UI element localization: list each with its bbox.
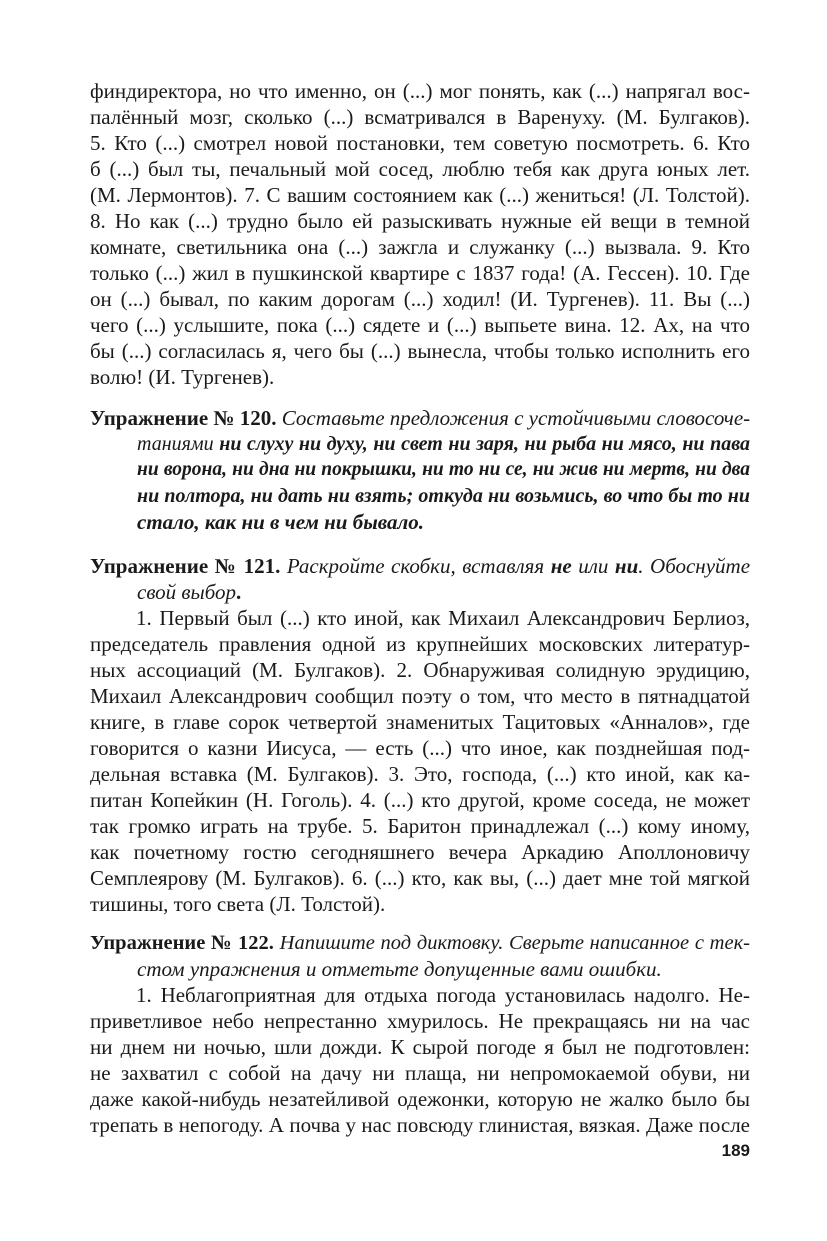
text-line: волю! (И. Тургенев). [90, 365, 275, 389]
text-line: только (...) жил в пушкинской квартире с 1837 года! (А. Гессен). 10. Где [90, 261, 750, 285]
text-line: (М. Лермонтов). 7. С вашим состоянием как (...) жениться! (Л. Толстой). [90, 183, 750, 207]
exercise-120-task-cont: таниями [137, 433, 214, 455]
exercise-120-line [137, 431, 750, 457]
text-line: трепать в непогоду. А почва у нас повсюду глинистая, вязкая. Даже после [90, 1113, 750, 1137]
exercise-121-task-cont: свой выбор [137, 580, 237, 604]
text-line: он (...) бывал, по каким дорогам (...) ходил! (И. Тургенев). 11. Вы (...) [90, 287, 750, 311]
exercise-122-heading: Упражнение № 122. [90, 932, 274, 954]
text-line: тишины, того света (Л. Толстой). [90, 892, 386, 916]
exercise-120-idioms: ни ворона, ни дна ни покрышки, ни то ни се, ни жив ни мертв, ни два [137, 459, 750, 480]
exercise-121-task-line [137, 579, 750, 605]
text-line: приветливое небо непрестанно хмурилось. Не прекращаясь ни на час [90, 1009, 750, 1033]
exercise-120-idioms: ни слуху ни духу, ни свет ни заря, ни рыба ни мясо, ни пава [219, 433, 751, 455]
exercise-121-word-ne: не [550, 554, 572, 578]
text-line: питан Копейкин (Н. Гоголь). 4. (...) кто другой, кроме соседа, не может [90, 788, 750, 812]
text-line: Семплеярову (М. Булгаков). 6. (...) кто, как вы, (...) дает мне той мягкой [90, 866, 750, 890]
exercise-121-heading: Упражнение № 121. [90, 554, 281, 578]
text-line: ни днем ни ночью, шли дожди. К сырой погоде я был не подготовлен: [90, 1035, 750, 1059]
exercise-120-idioms: ни полтора, ни дать ни взять; откуда ни возьмись, во что бы то ни [137, 485, 750, 507]
text-line: 1. Первый был (...) кто иной, как Михаил Александрович Берлиоз, [136, 606, 750, 630]
exercise-121-task-end: . Обоснуйте [638, 554, 751, 578]
text-line: как почетному гостю сегодняшнего вечера Аркадию Аполлоновичу [90, 840, 750, 864]
text-line: так громко играть на трубе. 5. Баритон принадлежал (...) кому иному, [90, 814, 750, 838]
text-line: комнате, светильника она (...) зажгла и служанку (...) вызвала. 9. Кто [90, 235, 750, 259]
text-line: палённый мозг, сколько (...) всматривался в Варенуху. (М. Булгаков). [90, 105, 750, 129]
exercise-121-task: Раскройте скобки, вставляя [286, 554, 545, 578]
exercise-120-task: Составьте предложения с устойчивыми словосоче- [281, 406, 751, 430]
text-line: финдиректора, но что именно, он (...) мог понять, как (...) напрягал вос- [90, 79, 750, 103]
exercise-122-header [90, 930, 750, 956]
exercise-121-task-dot: . [236, 580, 242, 604]
exercise-121-task-or: или [578, 554, 609, 578]
text-line: 5. Кто (...) смотрел новой постановки, тем советую посмотреть. 6. Кто [90, 131, 750, 155]
exercise-121-header [90, 553, 750, 579]
exercise-120-heading: Упражнение № 120. [90, 406, 277, 430]
text-line: дельная вставка (М. Булгаков). 3. Это, господа, (...) кто иной, как ка- [90, 762, 750, 786]
exercise-120-idioms: стало, как ни в чем ни бывало. [137, 510, 425, 534]
text-line: даже какой-нибудь незатейливой одежонки, которую не жалко было бы [90, 1087, 750, 1111]
text-line: 8. Но как (...) трудно было ей разыскивать нужные ей вещи в темной [90, 209, 750, 233]
text-line: не захватил с собой на дачу ни плаща, ни непромокаемой обуви, ни [90, 1061, 750, 1085]
text-line: бы (...) согласилась я, чего бы (...) вынесла, чтобы только исполнить его [90, 339, 750, 363]
text-line: говорится о казни Иисуса, — есть (...) что иное, как позднейшая под- [90, 736, 750, 760]
text-line: председатель правления одной из крупнейших московских литератур- [90, 632, 750, 656]
exercise-122-task-cont: стом упражнения и отметьте допущенные вами ошибки. [137, 957, 662, 981]
text-line: чего (...) услышите, пока (...) сядете и (...) выпьете вина. 12. Ах, на что [90, 313, 750, 337]
text-line: Михаил Александрович сообщил поэту о том, что место в пятнадцатой [90, 684, 750, 708]
exercise-120-header [90, 405, 750, 431]
text-line: книге, в главе сорок четвертой знаменитых Тацитовых «Анналов», где [90, 710, 750, 734]
text-line: б (...) был ты, печальный мой сосед, люблю тебя как друга юных лет. [90, 157, 750, 181]
exercise-121-word-ni: ни [614, 554, 639, 578]
page-number: 189 [721, 1141, 750, 1160]
text-line: 1. Неблагоприятная для отдыха погода установилась надолго. Не- [136, 983, 750, 1007]
exercise-122-task: Напишите под диктовку. Сверьте написанное с тек- [279, 932, 750, 954]
text-line: ных ассоциаций (М. Булгаков). 2. Обнаруживая солидную эрудицию, [90, 658, 750, 682]
